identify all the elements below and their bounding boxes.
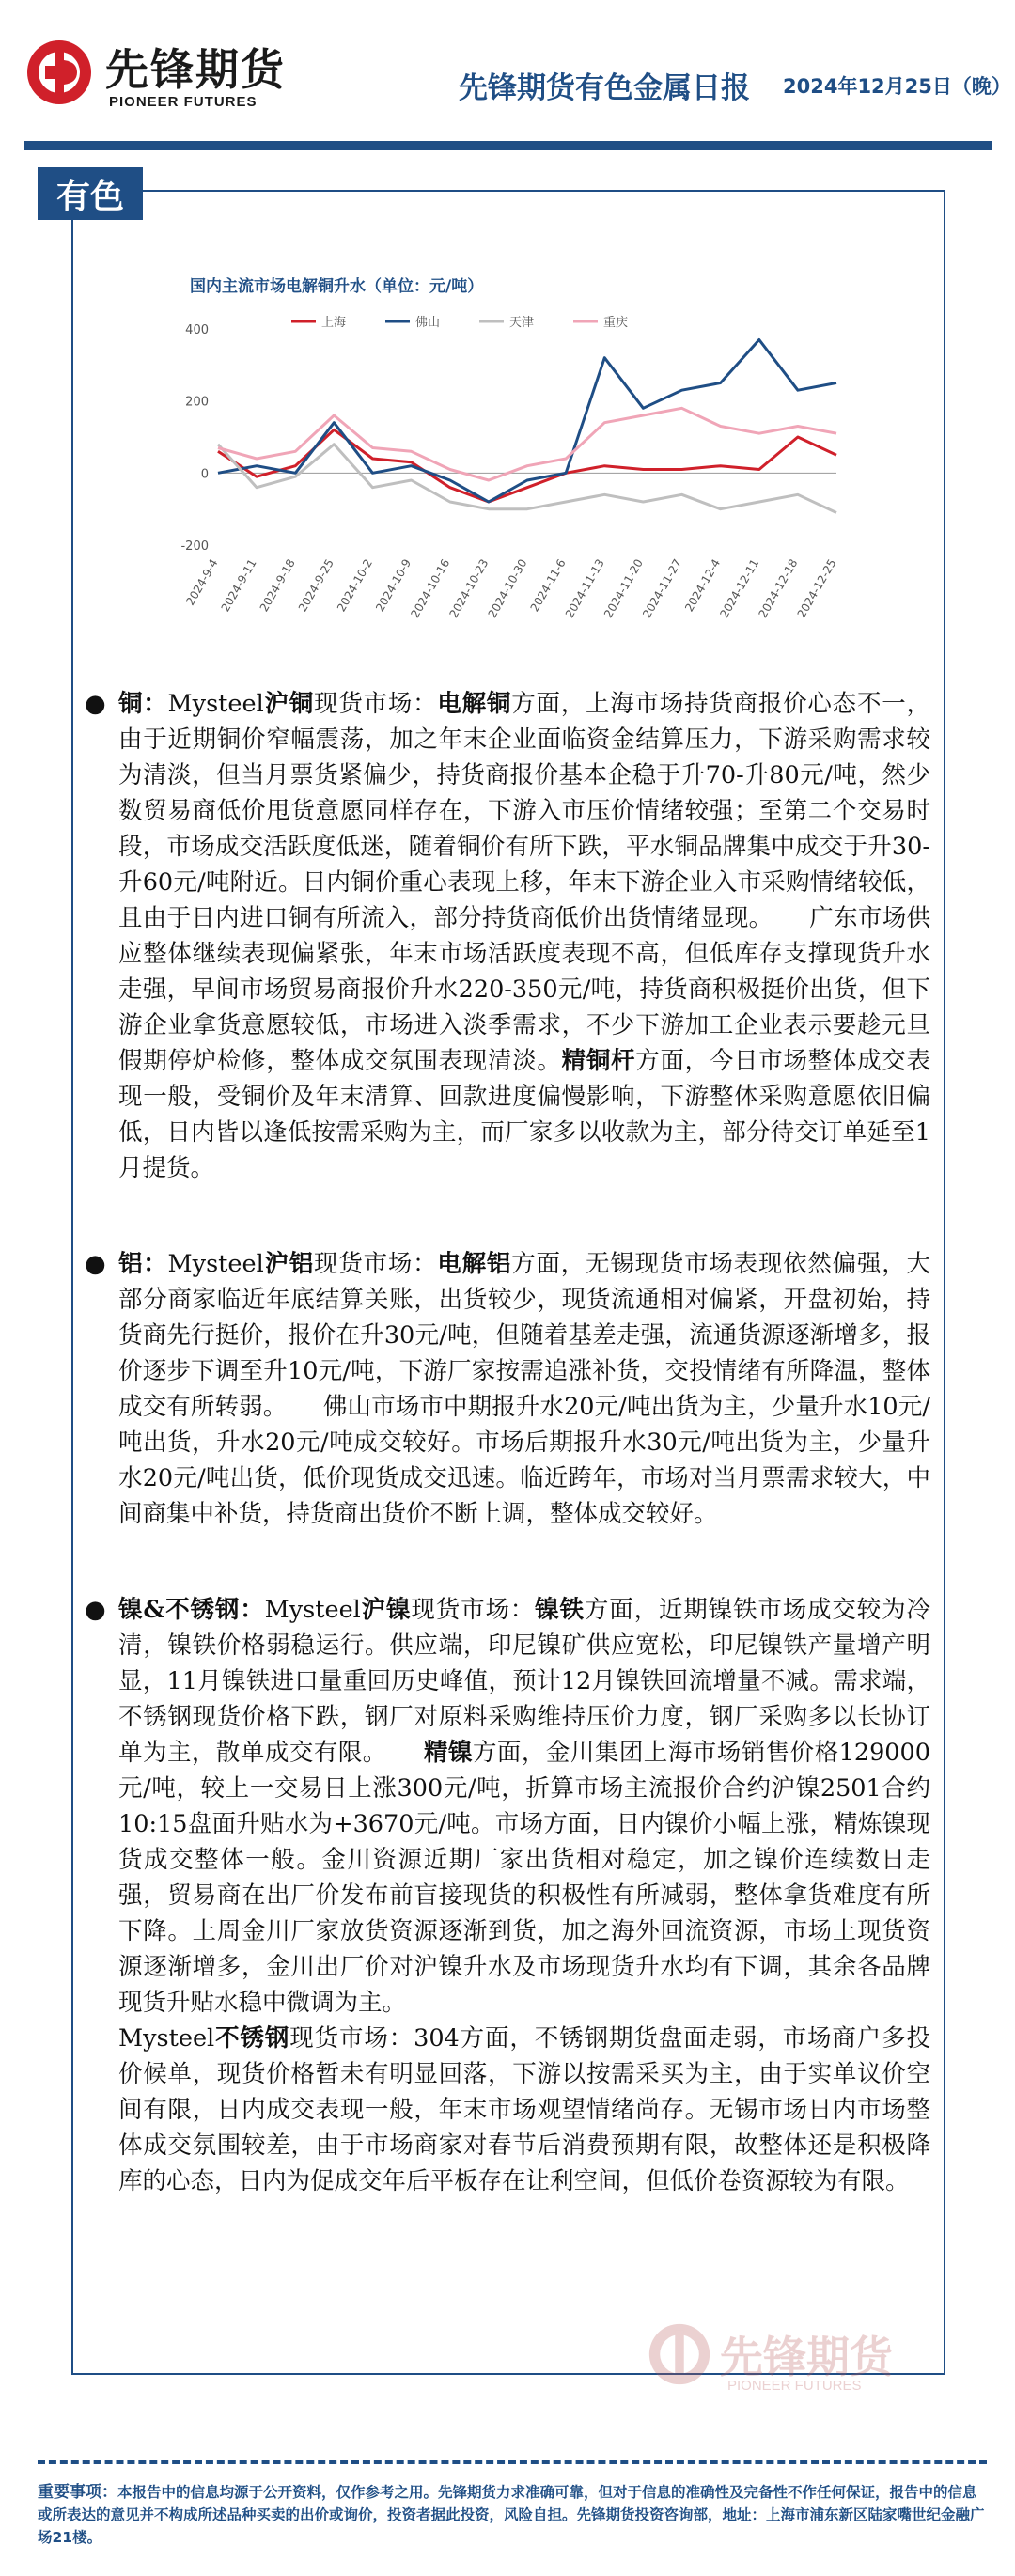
legend-label: 天津 [509,316,535,330]
disclaimer [38,2481,987,2549]
text-run: 现货市场： [314,690,438,718]
disclaimer-text: 本报告中的信息均源于公开资料，仅作参考之用。先锋期货力求准确可靠，但对于信息的准确性及完备性不作任何保证，报告中的信息或所表达的意见并不构成所述品种买卖的出价或询价，投资者据此投资，风险自担。先锋期货投资咨询部，地址：上海市浦东新区陆家嘴世纪金融广场21楼。 [38,2484,985,2546]
text-run: 方面，近期镍铁市场成交较为冷清，镍铁价格弱稳运行。供应端，印尼镍矿供应宽松，印尼镍铁产量增产明显，11月镍铁进口量重回历史峰值，预计12月镍铁回流增量不减。需求端，不锈钢现货价格下跌，钢厂对原料采购维持压价力度，钢厂采购多以长协订单为主，散单成交有限。 [118,1596,930,1767]
text-run: 现货市场： [314,1250,438,1278]
bold-term: 沪铝 [263,1250,315,1278]
bold-term: 精铜杆 [561,1047,636,1075]
watermark-text-cn: 先锋期货 [720,2332,893,2382]
bold-term: 电解铜 [437,690,512,718]
series-line-重庆 [218,408,836,480]
commentary-paragraph [118,686,930,1186]
text-run: 方面，今日市场整体成交表现一般，受铜价及年末清算、回款进度偏慢影响，下游整体采购意愿依旧偏低，日内皆以逢低按需采购为主，而厂家多以收款为主，部分待交订单延至1月提货。 [118,1047,930,1182]
bullet-icon: ● [85,690,106,718]
x-tick-label: 2024-9-18 [257,556,298,615]
header-divider-bar [24,141,992,150]
x-tick-label: 2024-12-18 [756,556,801,620]
y-tick-label: 400 [185,323,209,337]
x-tick-label: 2024-10-16 [408,556,453,620]
x-tick-label: 2024-11-6 [527,556,569,615]
commentary-paragraph [118,1246,930,1532]
section-tab-label: 有色 [38,167,143,220]
bold-term: 镍&不锈钢： [118,1596,265,1624]
bold-term: 铝： [118,1250,168,1278]
series-line-佛山 [218,340,836,503]
x-tick-label: 2024-10-23 [446,556,492,620]
text-run: Mysteel [167,690,264,718]
footer-divider [38,2460,987,2464]
legend-label: 重庆 [603,316,629,330]
logo-text-en: PIONEER FUTURES [109,94,258,110]
text-run: 方面，无锡现货市场表现依然偏强，大部分商家临近年底结算关账，出货较少，现货流通相对偏紧，开盘初始，持货商先行挺价，报价在升30元/吨，但随着基差走强，流通货源逐渐增多，报价逐步下调至升10元/吨，下游厂家按需追涨补货，交投情绪有所降温，整体成交有所转弱。 佛山市场市中期报升水20元/吨出货为主，少量升水10元/吨出货，升水20元/吨成交较好。市场后期报升水30元/吨出货为主，少量升水20元/吨出货，低价现货成交迅速。临近跨年，市场对当月票需求较大，中间商集中补货，持货商出货价不断上调，整体成交较好。 [118,1250,930,1528]
report-title: 先锋期货有色金属日报 [459,71,750,105]
x-tick-label: 2024-11-13 [562,556,607,620]
commentary-paragraph [118,1592,930,2199]
bold-term: 沪铜 [263,690,315,718]
watermark-text-en: PIONEER FUTURES [727,2378,862,2394]
commentary-list [85,686,930,2259]
text-run: 方面，金川集团上海市场销售价格129000元/吨，较上一交易日上涨300元/吨，折算市场主流报价合约沪镍2501合约10:15盘面升贴水为+3670元/吨。市场方面，日内镍价小幅上涨，精炼镍现货成交整体一般。金川资源近期厂家出货相对稳定，加之镍价连续数日走强，贸易商在出厂价发布前盲接现货的积极性有所减弱，整体拿货难度有所下降。上周金川厂家放货资源逐渐到货，加之海外回流资源，市场上现货资源逐渐增多，金川出厂价对沪镍升水及市场现货升水均有下调，其余各品牌现货升贴水稳中微调为主。 [118,1739,930,2017]
bold-term: 精镍 [423,1739,473,1767]
legend-label: 佛山 [415,316,441,330]
x-tick-label: 2024-12-4 [682,556,724,615]
watermark-logo-icon [647,2321,712,2387]
bold-term: 电解铝 [437,1250,512,1278]
copper-premium-chart [160,263,874,658]
y-tick-label: 0 [200,467,209,482]
report-date: 2024年12月25日（晚） [783,75,1011,98]
x-tick-label: 2024-10-30 [485,556,530,620]
y-tick-label: -200 [180,539,209,554]
x-tick-label: 2024-11-27 [640,556,685,620]
x-tick-label: 2024-9-11 [218,556,259,615]
x-tick-label: 2024-11-20 [601,556,646,620]
bold-term: 沪镍 [360,1596,412,1624]
text-run: Mysteel [264,1596,361,1624]
watermark [647,2321,957,2406]
x-tick-label: 2024-10-9 [373,556,414,615]
x-tick-label: 2024-12-11 [717,556,762,620]
x-tick-label: 2024-10-2 [334,556,376,615]
legend-label: 上海 [321,316,347,330]
x-tick-label: 2024-12-25 [794,556,839,620]
y-tick-label: 200 [185,395,209,410]
bold-term: 镍铁 [535,1596,585,1624]
text-run: 现货市场：304方面，不锈钢期货盘面走弱，市场商户多投价候单，现货价格暂未有明显回落，下游以按需采买为主，由于实单议价空间有限，日内成交表现一般，年末市场观望情绪尚存。无锡市场日内市场整体成交氛围较差，由于市场商家对春节后消费预期有限，故整体还是积极降库的心态，日内为促成交年后平板存在让利空间，但低价卷资源较为有限。 [118,2024,930,2195]
bold-term: 铜： [118,690,168,718]
report-header [0,0,1015,150]
logo-text-cn: 先锋期货 [105,44,286,95]
x-tick-label: 2024-9-25 [295,556,336,615]
bullet-icon: ● [85,1596,106,1624]
text-run: 现货市场： [411,1596,536,1624]
commentary-item [85,1592,930,2199]
disclaimer-lead: 重要事项： [38,2483,117,2502]
text-run: Mysteel [118,2024,215,2053]
pioneer-logo-icon [24,38,94,107]
bold-term: 不锈钢 [214,2024,290,2053]
x-tick-label: 2024-9-4 [183,556,221,608]
chart-title: 国内主流市场电解铜升水（单位：元/吨） [190,277,484,296]
commentary-item [85,686,930,1186]
commentary-item [85,1246,930,1532]
text-run: 方面，上海市场持货商报价心态不一，由于近期铜价窄幅震荡，加之年末企业面临资金结算压力，下游采购需求较为清淡，但当月票货紧偏少，持货商报价基本企稳于升70-升80元/吨，然少数贸易商低价甩货意愿同样存在，下游入市压价情绪较强；至第二个交易时段，市场成交活跃度低迷，随着铜价有所下跌，平水铜品牌集中成交于升30-升60元/吨附近。日内铜价重心表现上移，年末下游企业入市采购情绪较低，且由于日内进口铜有所流入，部分持货商低价出货情绪显现。 广东市场供应整体继续表现偏紧张，年末市场活跃度表现不高，但低库存支撑现货升水走强，早间市场贸易商报价升水220-350元/吨，持货商积极挺价出货，但下游企业拿货意愿较低，市场进入淡季需求，不少下游加工企业表示要趁元旦假期停炉检修，整体成交氛围表现清淡。 [118,690,930,1075]
text-run: Mysteel [167,1250,264,1278]
bullet-icon: ● [85,1250,106,1278]
